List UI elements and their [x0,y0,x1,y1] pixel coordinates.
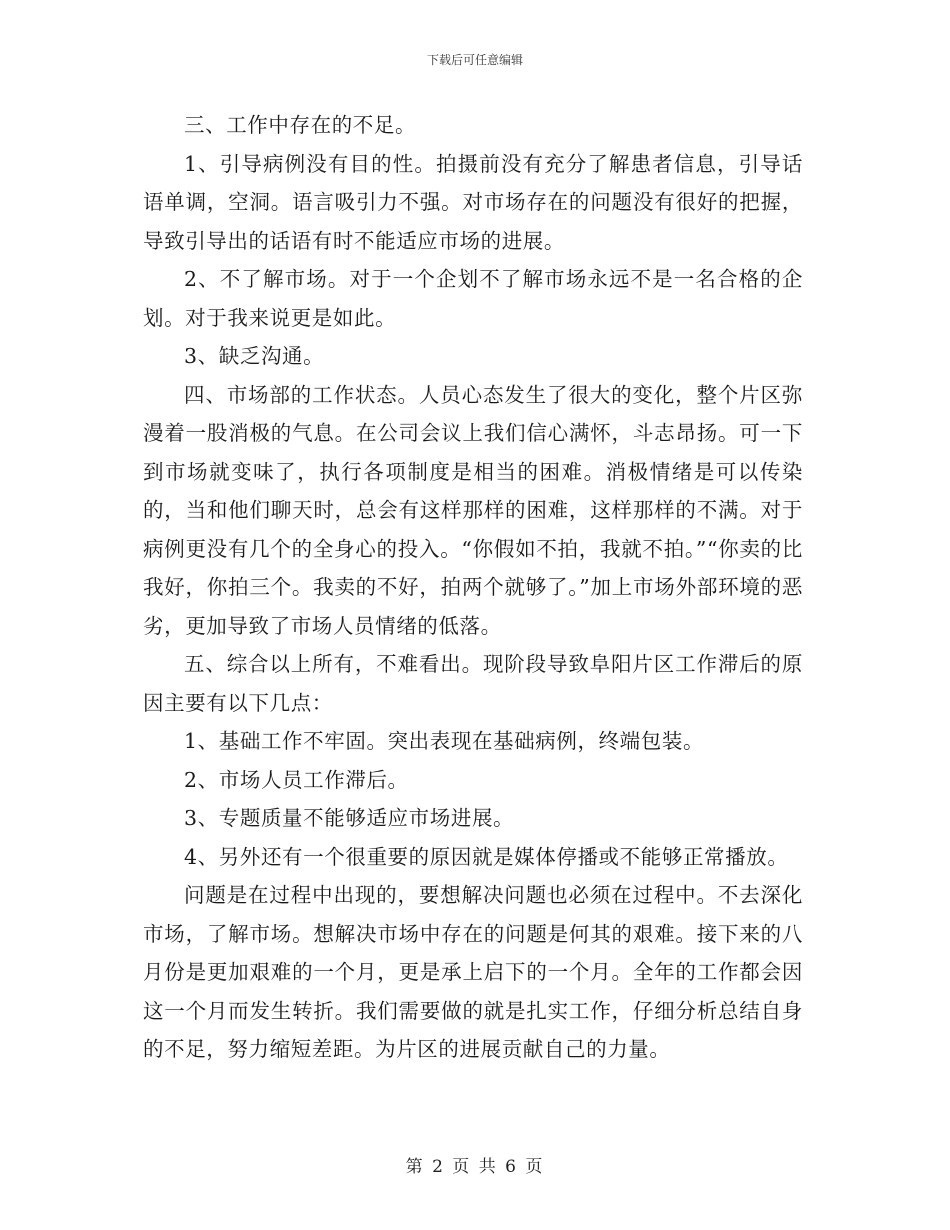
paragraph-conclusion: 问题是在过程中出现的，要想解决问题也必须在过程中。不去深化市场，了解市场。想解决市场中存在的问题是何其的艰难。接下来的八月份是更加艰难的一个月，更是承上启下的一个月。全年的工作都会因这一个月而发生转折。我们需要做的就是扎实工作，仔细分析总结自身的不足，努力缩短差距。为片区的进展贡献自己的力量。 [143,883,803,1061]
paragraph-section-4: 四、市场部的工作状态。人员心态发生了很大的变化，整个片区弥漫着一股消极的气息。在公司会议上我们信心满怀，斗志昂扬。可一下到市场就变味了，执行各项制度是相当的困难。消极情绪是可以传染的，当和他们聊天时，总会有这样那样的困难，这样那样的不满。对于病例更没有几个的全身心的投入。“你假如不拍，我就不拍。”“你卖的比我好，你拍三个。我卖的不好，拍两个就够了。”加上市场外部环境的恶劣，更加导致了市场人员情绪的低落。 [143,382,803,638]
paragraph-item-1: 1、引导病例没有目的性。拍摄前没有充分了解患者信息，引导话语单调，空洞。语言吸引力不强。对市场存在的问题没有很好的把握，导致引导出的话语有时不能适应市场的进展。 [143,151,803,253]
document-body [143,106,803,1069]
paragraph-item-3: 3、缺乏沟通。 [184,344,325,368]
paragraph-reason-4: 4、另外还有一个很重要的原因就是媒体停播或不能够正常播放。 [184,844,789,869]
paragraph-reason-1: 1、基础工作不牢固。突出表现在基础病例，终端包装。 [184,729,705,753]
page-number: 第 2 页 共 6 页 [405,1157,545,1177]
page-header: 下载后可任意编辑 [426,53,523,67]
paragraph-reason-3: 3、专题质量不能够适应市场进展。 [184,806,515,830]
paragraph-section-3-title: 三、工作中存在的不足。 [184,113,417,137]
paragraph-section-5: 五、综合以上所有，不难看出。现阶段导致阜阳片区工作滞后的原因主要有以下几点： [143,652,803,715]
paragraph-item-2: 2、不了解市场。对于一个企划不了解市场永远不是一名合格的企划。对于我来说更是如此。 [143,267,803,330]
paragraph-reason-2: 2、市场人员工作滞后。 [184,767,409,792]
